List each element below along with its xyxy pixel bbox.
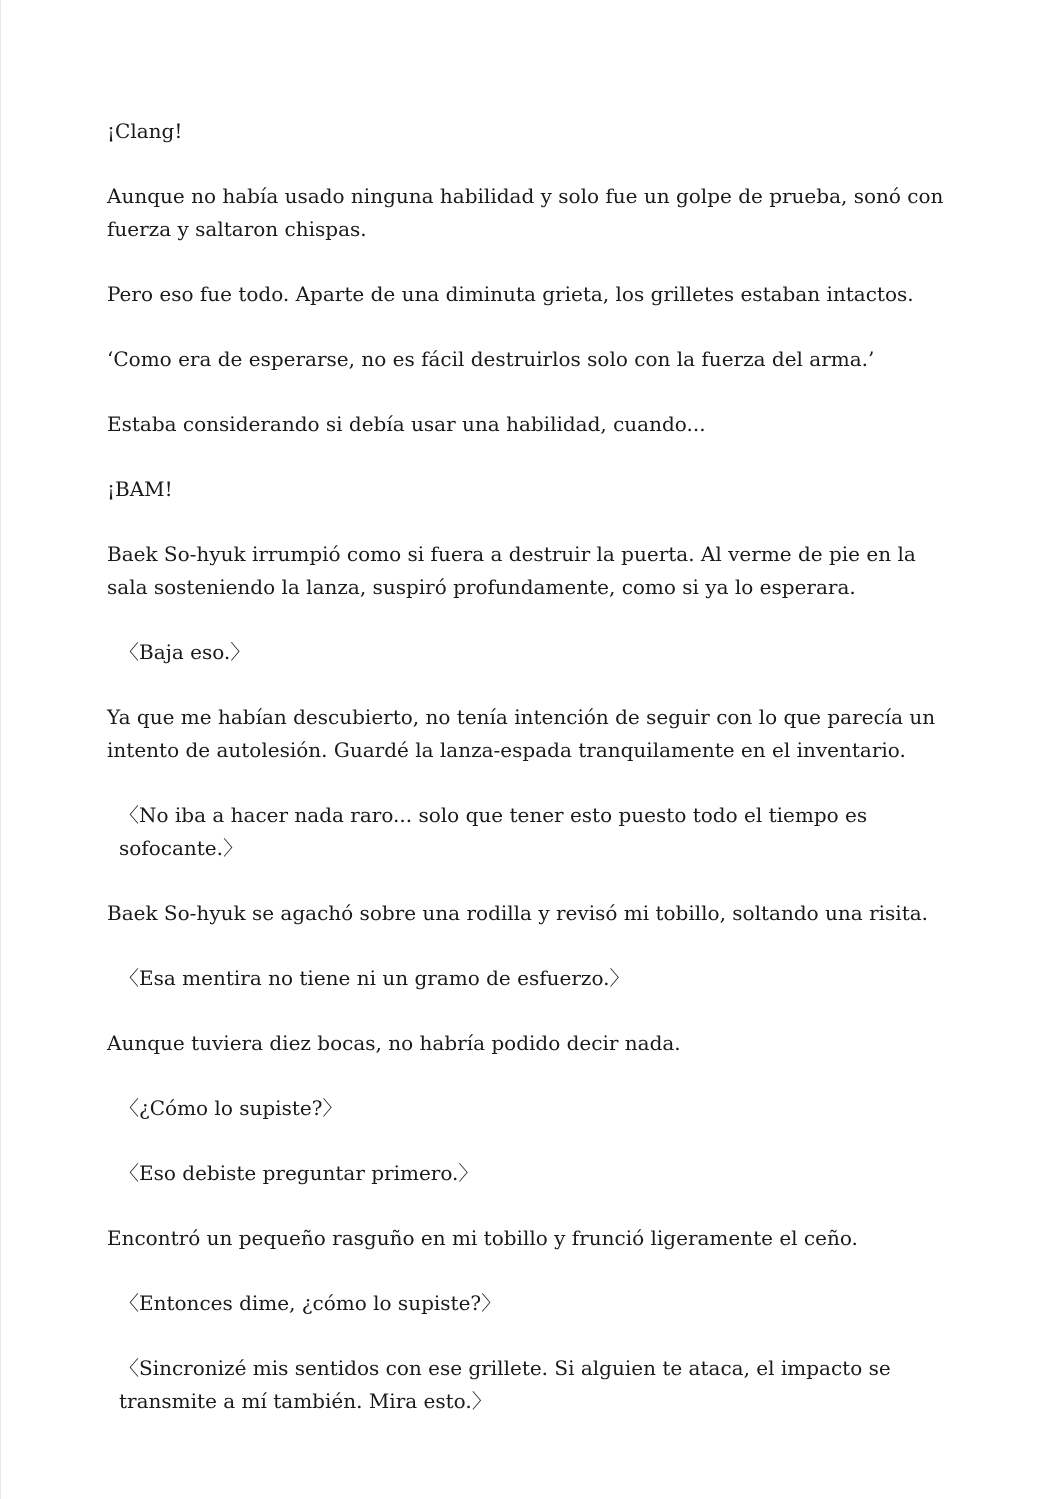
paragraph: Baek So-hyuk se agachó sobre una rodilla y revisó mi tobillo, soltando una risita.: [107, 901, 929, 925]
paragraph: Ya que me habían descubierto, no tenía intención de seguir con lo que parecía un intento de autolesión. Guardé la lanza-espada tranquilamente en el inventario.: [107, 705, 942, 762]
dialogue-line: 〈Entonces dime, ¿cómo lo supiste?〉: [119, 1291, 502, 1315]
dialogue-line: 〈Eso debiste preguntar primero.〉: [119, 1161, 479, 1185]
paragraph: ¡BAM!: [107, 477, 173, 501]
paragraph: Baek So-hyuk irrumpió como si fuera a destruir la puerta. Al verme de pie en la sala sosteniendo la lanza, suspiró profundamente, como si ya lo esperara.: [107, 542, 923, 599]
paragraph: Estaba considerando si debía usar una habilidad, cuando...: [107, 412, 706, 436]
paragraph: ‘Como era de esperarse, no es fácil destruirlos solo con la fuerza del arma.’: [107, 347, 875, 371]
paragraph: Encontró un pequeño rasguño en mi tobillo y frunció ligeramente el ceño.: [107, 1226, 858, 1250]
dialogue-line: 〈Sincronizé mis sentidos con ese grillete. Si alguien te ataca, el impacto se transmite a mí también. Mira esto.〉: [119, 1356, 898, 1413]
dialogue-line: 〈Esa mentira no tiene ni un gramo de esfuerzo.〉: [119, 966, 630, 990]
document-body: [107, 115, 957, 1450]
paragraph: Aunque tuviera diez bocas, no habría podido decir nada.: [107, 1031, 681, 1055]
paragraph: Aunque no había usado ninguna habilidad y solo fue un golpe de prueba, sonó con fuerza y saltaron chispas.: [107, 184, 950, 241]
page-edge: [0, 0, 1, 1499]
paragraph: Pero eso fue todo. Aparte de una diminuta grieta, los grilletes estaban intactos.: [107, 282, 914, 306]
paragraph: ¡Clang!: [107, 119, 183, 143]
dialogue-line: 〈No iba a hacer nada raro... solo que tener esto puesto todo el tiempo es sofocante.〉: [119, 803, 874, 860]
dialogue-line: 〈¿Cómo lo supiste?〉: [119, 1096, 343, 1120]
dialogue-line: 〈Baja eso.〉: [119, 640, 251, 664]
